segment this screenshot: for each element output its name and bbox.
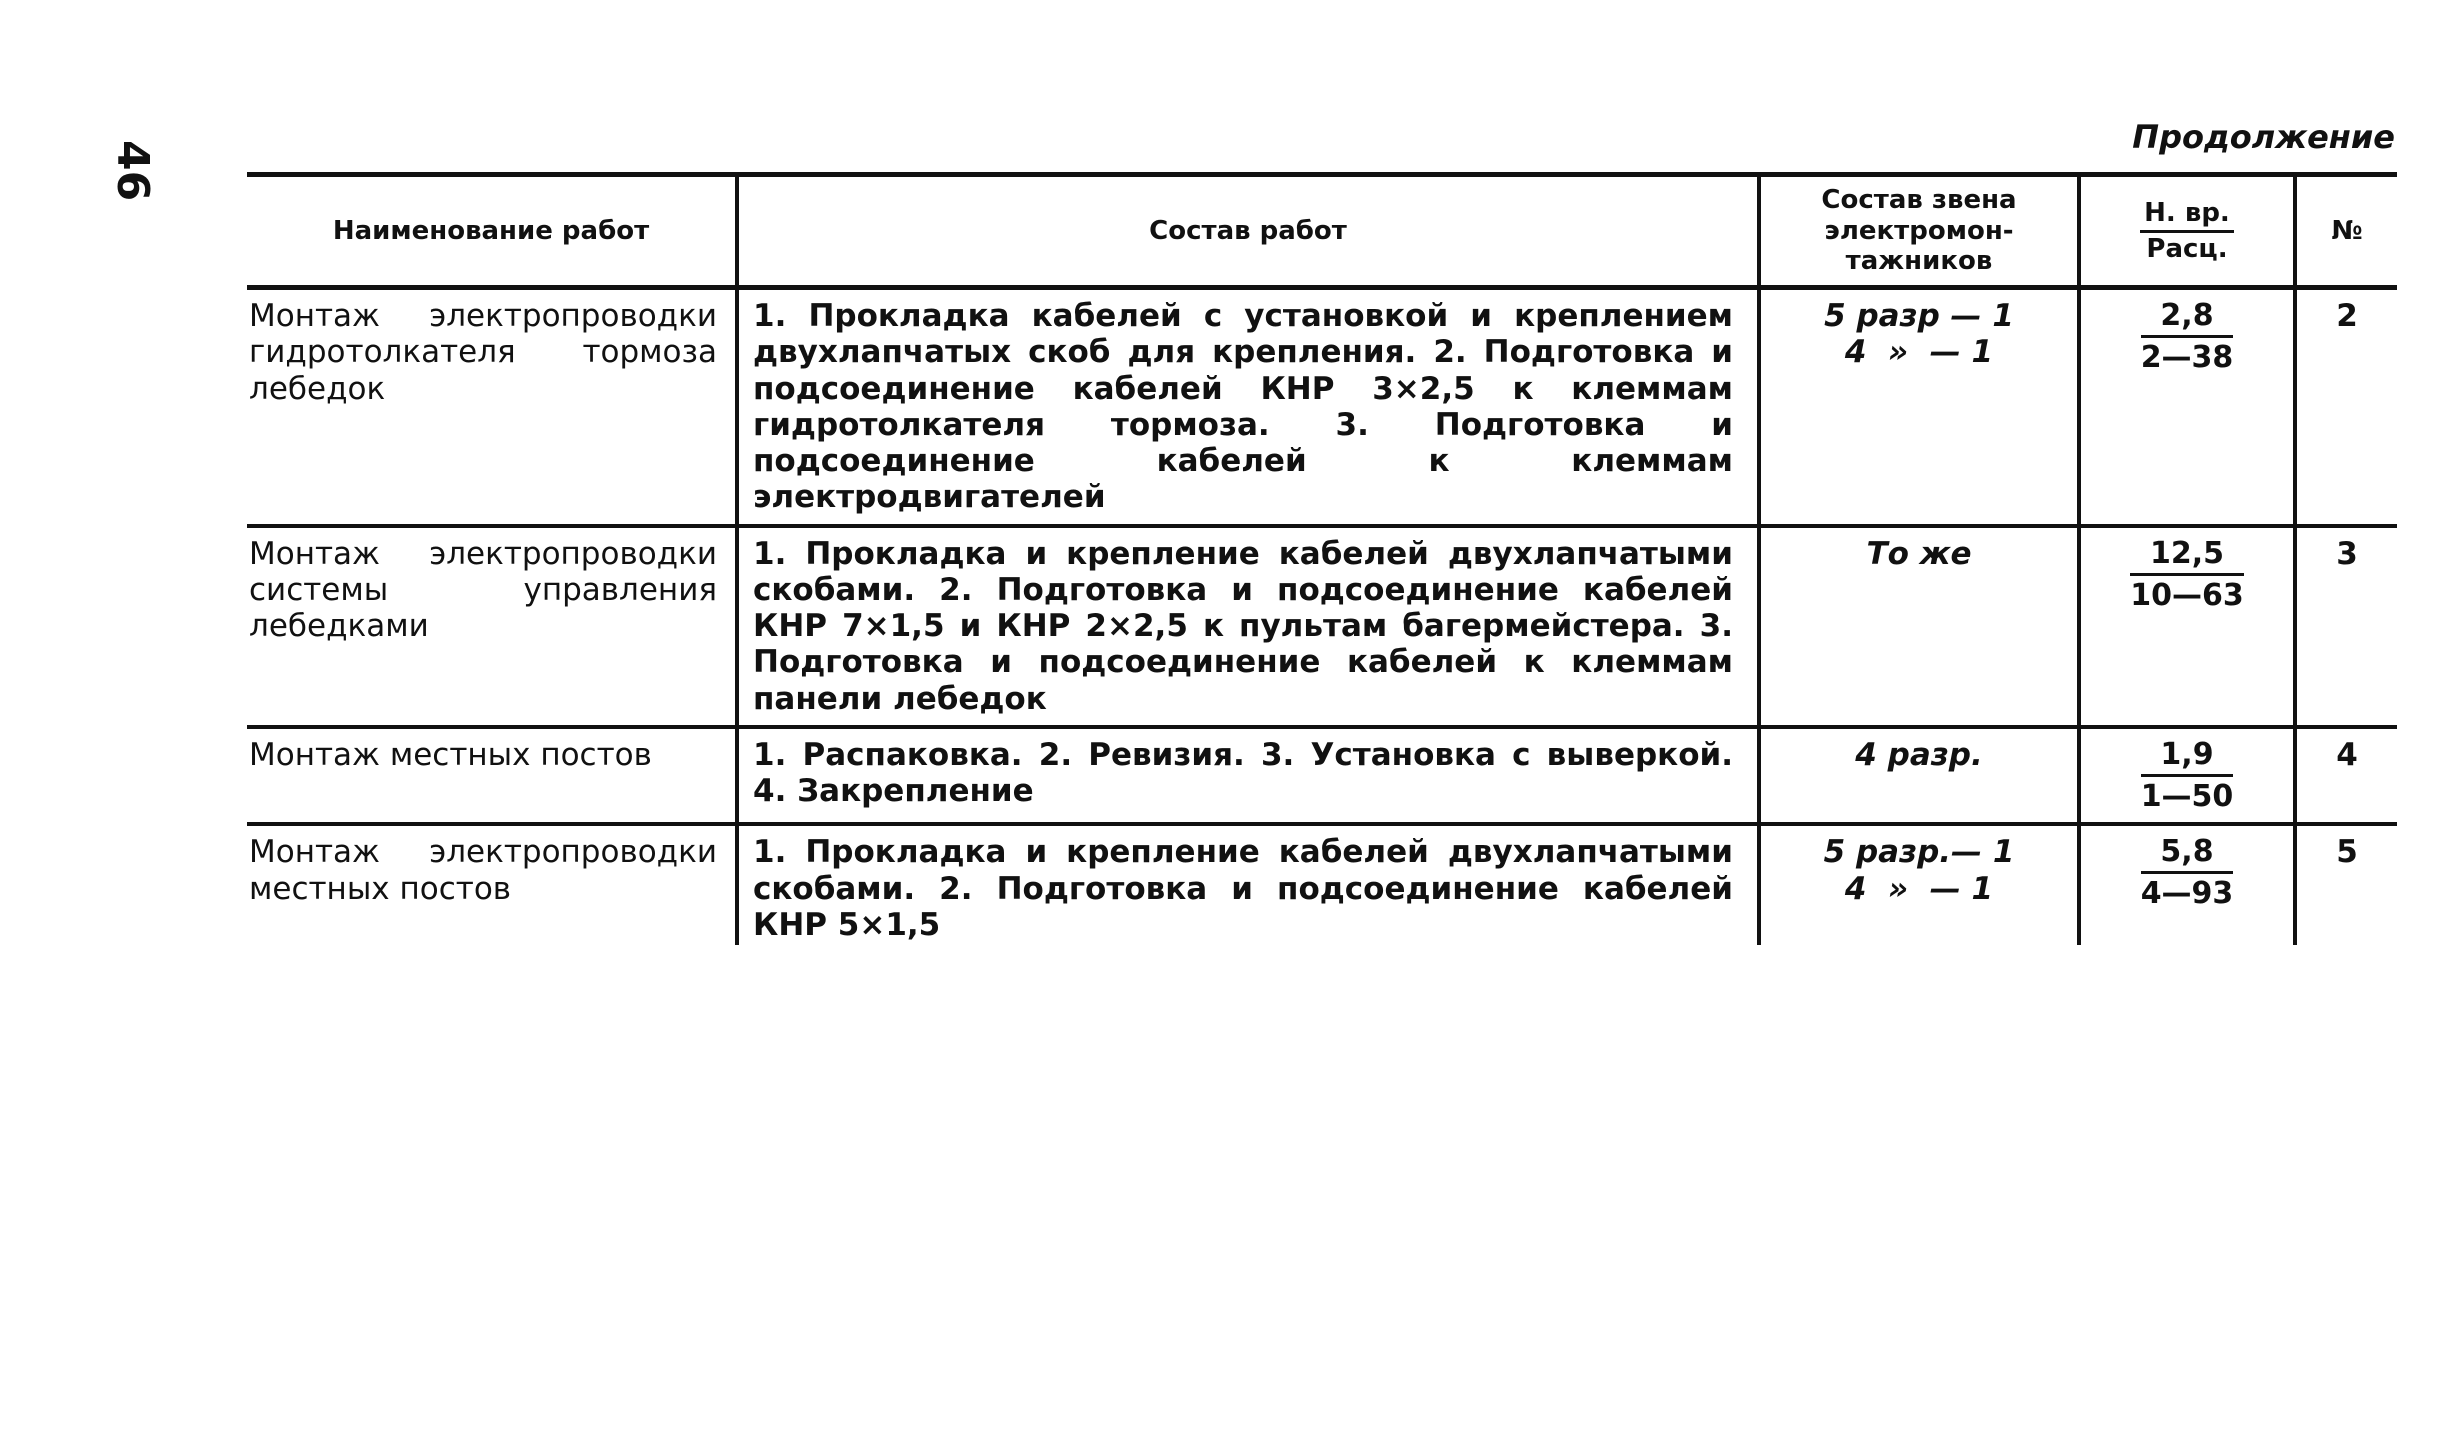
norm-rate-cell [2079, 526, 2295, 727]
crew-cell [1759, 526, 2079, 727]
norm-rate-cell [2079, 824, 2295, 945]
work-name-cell: Монтаж электропроводки местных постов [249, 834, 717, 907]
row-number-cell: 5 [2295, 824, 2397, 945]
work-norms-table [247, 172, 2397, 945]
norm-rate-cell [2079, 727, 2295, 824]
crew-line: 4 » — 1 [1844, 334, 1994, 371]
table-row [247, 526, 2397, 727]
header-norm-time: Н. вр. [2140, 198, 2234, 233]
table-row [247, 288, 2397, 526]
header-norm-rate [2079, 175, 2295, 288]
header-row [247, 175, 2397, 288]
header-rate: Расц. [2146, 233, 2228, 264]
table-row [247, 727, 2397, 824]
norm-fraction [2130, 536, 2244, 613]
rate-value: 10—63 [2130, 577, 2244, 613]
header-norm-fraction [2140, 198, 2234, 264]
work-composition-cell: 1. Прокладка и крепление кабелей двухлапчатыми скобами. 2. Подготовка и подсоединение кабелей КНР 5×1,5 [737, 824, 1759, 945]
work-name-cell: Монтаж электропроводки гидротолкателя тормоза лебедок [247, 288, 737, 526]
rate-value: 1—50 [2140, 779, 2234, 815]
crew-line: 5 разр.— 1 [1823, 834, 2015, 871]
crew-line: 4 разр. [1855, 736, 1983, 773]
work-composition-cell: 1. Прокладка кабелей с установкой и креплением двухлапчатых скоб для крепления. 2. Подготовка и подсоединение кабелей КНР 3×2,5 к клеммам гидротолкателя тормоза. 3. Подготовка и подсоединение кабелей к клеммам электродвигателей [737, 288, 1759, 526]
norm-time-value: 1,9 [2141, 737, 2234, 777]
row-number-cell: 2 [2295, 288, 2397, 526]
norm-fraction [2141, 737, 2234, 814]
norm-fraction [2141, 298, 2234, 375]
rate-value: 2—38 [2140, 340, 2234, 376]
header-number: № [2295, 175, 2397, 288]
rate-value: 4—93 [2140, 876, 2234, 912]
header-work-name: Наименование работ [247, 175, 737, 288]
work-name-cell: Монтаж электропроводки системы управления лебедками [247, 526, 737, 727]
crew-cell [1759, 727, 2079, 824]
crew-cell [1759, 288, 2079, 526]
page-number: 46 [107, 140, 158, 202]
work-composition-cell: 1. Прокладка и крепление кабелей двухлапчатыми скобами. 2. Подготовка и подсоединение кабелей КНР 7×1,5 и КНР 2×2,5 к пультам багермейстера. 3. Подготовка и подсоединение кабелей к клеммам панели лебедок [737, 526, 1759, 727]
header-work-composition: Состав работ [737, 175, 1759, 288]
continuation-label: Продолжение [2132, 118, 2395, 156]
norm-fraction [2141, 834, 2234, 911]
table-body [247, 288, 2397, 946]
crew-line: 4 » — 1 [1844, 870, 1994, 907]
crew-line: 5 разр — 1 [1824, 298, 2014, 334]
table-header [247, 175, 2397, 288]
norm-time-value: 5,8 [2141, 834, 2234, 874]
table-row [247, 824, 2397, 945]
header-crew: Состав звена электромон-тажников [1759, 175, 2079, 288]
norm-time-value: 2,8 [2141, 298, 2234, 338]
crew-line: То же [1866, 535, 1972, 572]
norm-time-value: 12,5 [2130, 536, 2244, 576]
crew-cell [1759, 824, 2079, 945]
work-composition-cell: 1. Распаковка. 2. Ревизия. 3. Установка с выверкой. 4. Закрепление [737, 727, 1759, 824]
work-name-cell: Монтаж местных постов [247, 727, 737, 824]
row-number-cell: 3 [2295, 526, 2397, 727]
norm-rate-cell [2079, 288, 2295, 526]
row-number-cell: 4 [2295, 727, 2397, 824]
